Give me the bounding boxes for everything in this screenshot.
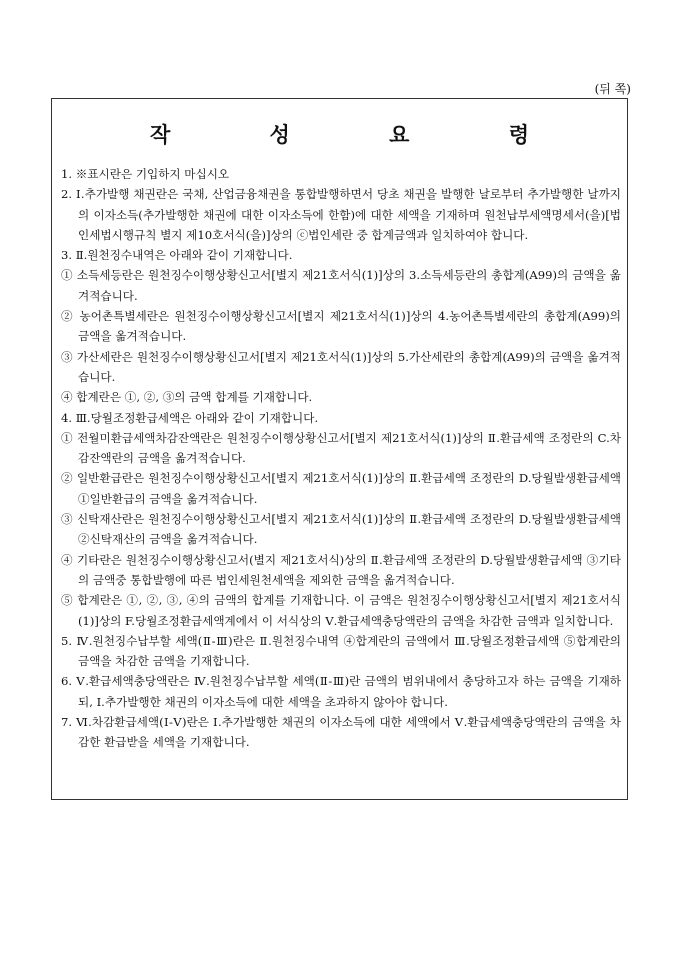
back-page-label: (뒤 쪽) (594, 82, 631, 96)
instruction-subitem: ③ 신탁재산란은 원천징수이행상황신고서[별지 제21호서식(1)]상의 Ⅱ.환급세액 조정란의 D.당월발생환급세액 ②신탁재산의 금액을 옮겨적습니다. (61, 512, 621, 547)
instruction-subitem: ① 전월미환급세액차감잔액란은 원천징수이행상황신고서[별지 제21호서식(1)]상의 Ⅱ.환급세액 조정란의 C.차감잔액란의 금액을 옮겨적습니다. (61, 430, 621, 466)
instruction-item: 2. Ⅰ.추가발행 채권란은 국채, 산업금융채권을 통합발행하면서 당초 채권을 발행한 날로부터 추가발행한 날까지의 이자소득(추가발행한 채권에 대한 이자소득에 한함)에 대한 세액을 기재하며 원천납부세액명세서(을)[법인세법시행규칙 별지 제10호서식(을)]상의 ⓒ법인세란 중 합계금액과 일치하여야 합니다. (61, 187, 621, 242)
instruction-item: 5. Ⅳ.원천징수납부할 세액(Ⅱ-Ⅲ)란은 Ⅱ.원천징수내역 ④합계란의 금액에서 Ⅲ.당월조정환급세액 ⑤합계란의 금액을 차감한 금액을 기재합니다. (61, 633, 621, 669)
instruction-subitem: ③ 가산세란은 원천징수이행상황신고서[별지 제21호서식(1)]상의 5.가산세란의 총합계(A99)의 금액을 옮겨적습니다. (61, 349, 621, 384)
instruction-subitem: ⑤ 합계란은 ①, ②, ③, ④의 금액의 합계를 기재합니다. 이 금액은 원천징수이행상황신고서[별지 제21호서식(1)]상의 F.당월조정환급세액계에서 이 서식상의 Ⅴ.환급세액충당액란의 금액을 차감한 금액과 일치합니다. (61, 593, 621, 628)
instruction-item: 1. ※표시란은 기입하지 마십시오 (61, 167, 230, 181)
instruction-item: 4. Ⅲ.당월조정환급세액은 아래와 같이 기재합니다. (61, 410, 319, 425)
instruction-subitem: ④ 합계란은 ①, ②, ③의 금액 합계를 기재합니다. (61, 390, 313, 405)
instruction-item: 7. Ⅵ.차감환급세액(Ⅰ-Ⅴ)란은 Ⅰ.추가발행한 채권의 이자소득에 대한 세액에서 Ⅴ.환급세액충당액란의 금액을 차감한 환급받을 세액을 기재합니다. (61, 715, 621, 750)
instruction-item: 3. Ⅱ.원천징수내역은 아래와 같이 기재합니다. (61, 248, 293, 263)
instruction-item: 6. Ⅴ.환급세액충당액란은 Ⅳ.원천징수납부할 세액(Ⅱ-Ⅲ)란 금액의 범위내에서 충당하고자 하는 금액을 기재하되, Ⅰ.추가발행한 채권의 이자소득에 대한 세액을 초과하지 않아야 합니다. (61, 674, 621, 709)
instruction-subitem: ② 일반환급란은 원천징수이행상황신고서[별지 제21호서식(1)]상의 Ⅱ.환급세액 조정란의 D.당월발생환급세액 ①일반환급의 금액을 옮겨적습니다. (61, 471, 621, 506)
instruction-subitem: ② 농어촌특별세란은 원천징수이행상황신고서[별지 제21호서식(1)]상의 4.농어촌특별세란의 총합계(A99)의 금액을 옮겨적습니다. (61, 309, 621, 344)
instruction-subitem: ① 소득세등란은 원천징수이행상황신고서[별지 제21호서식(1)]상의 3.소득세등란의 총합계(A99)의 금액을 옮겨적습니다. (61, 268, 621, 303)
instructions-frame (51, 98, 628, 800)
document-title: 작 성 요 령 (149, 122, 576, 147)
instructions-list (61, 164, 621, 753)
instruction-subitem: ④ 기타란은 원천징수이행상황신고서(별지 제21호서식)상의 Ⅱ.환급세액 조정란의 D.당월발생환급세액 ③기타의 금액중 통합발행에 따른 법인세원천세액을 제외한 금액을 옮겨적습니다. (61, 552, 621, 587)
